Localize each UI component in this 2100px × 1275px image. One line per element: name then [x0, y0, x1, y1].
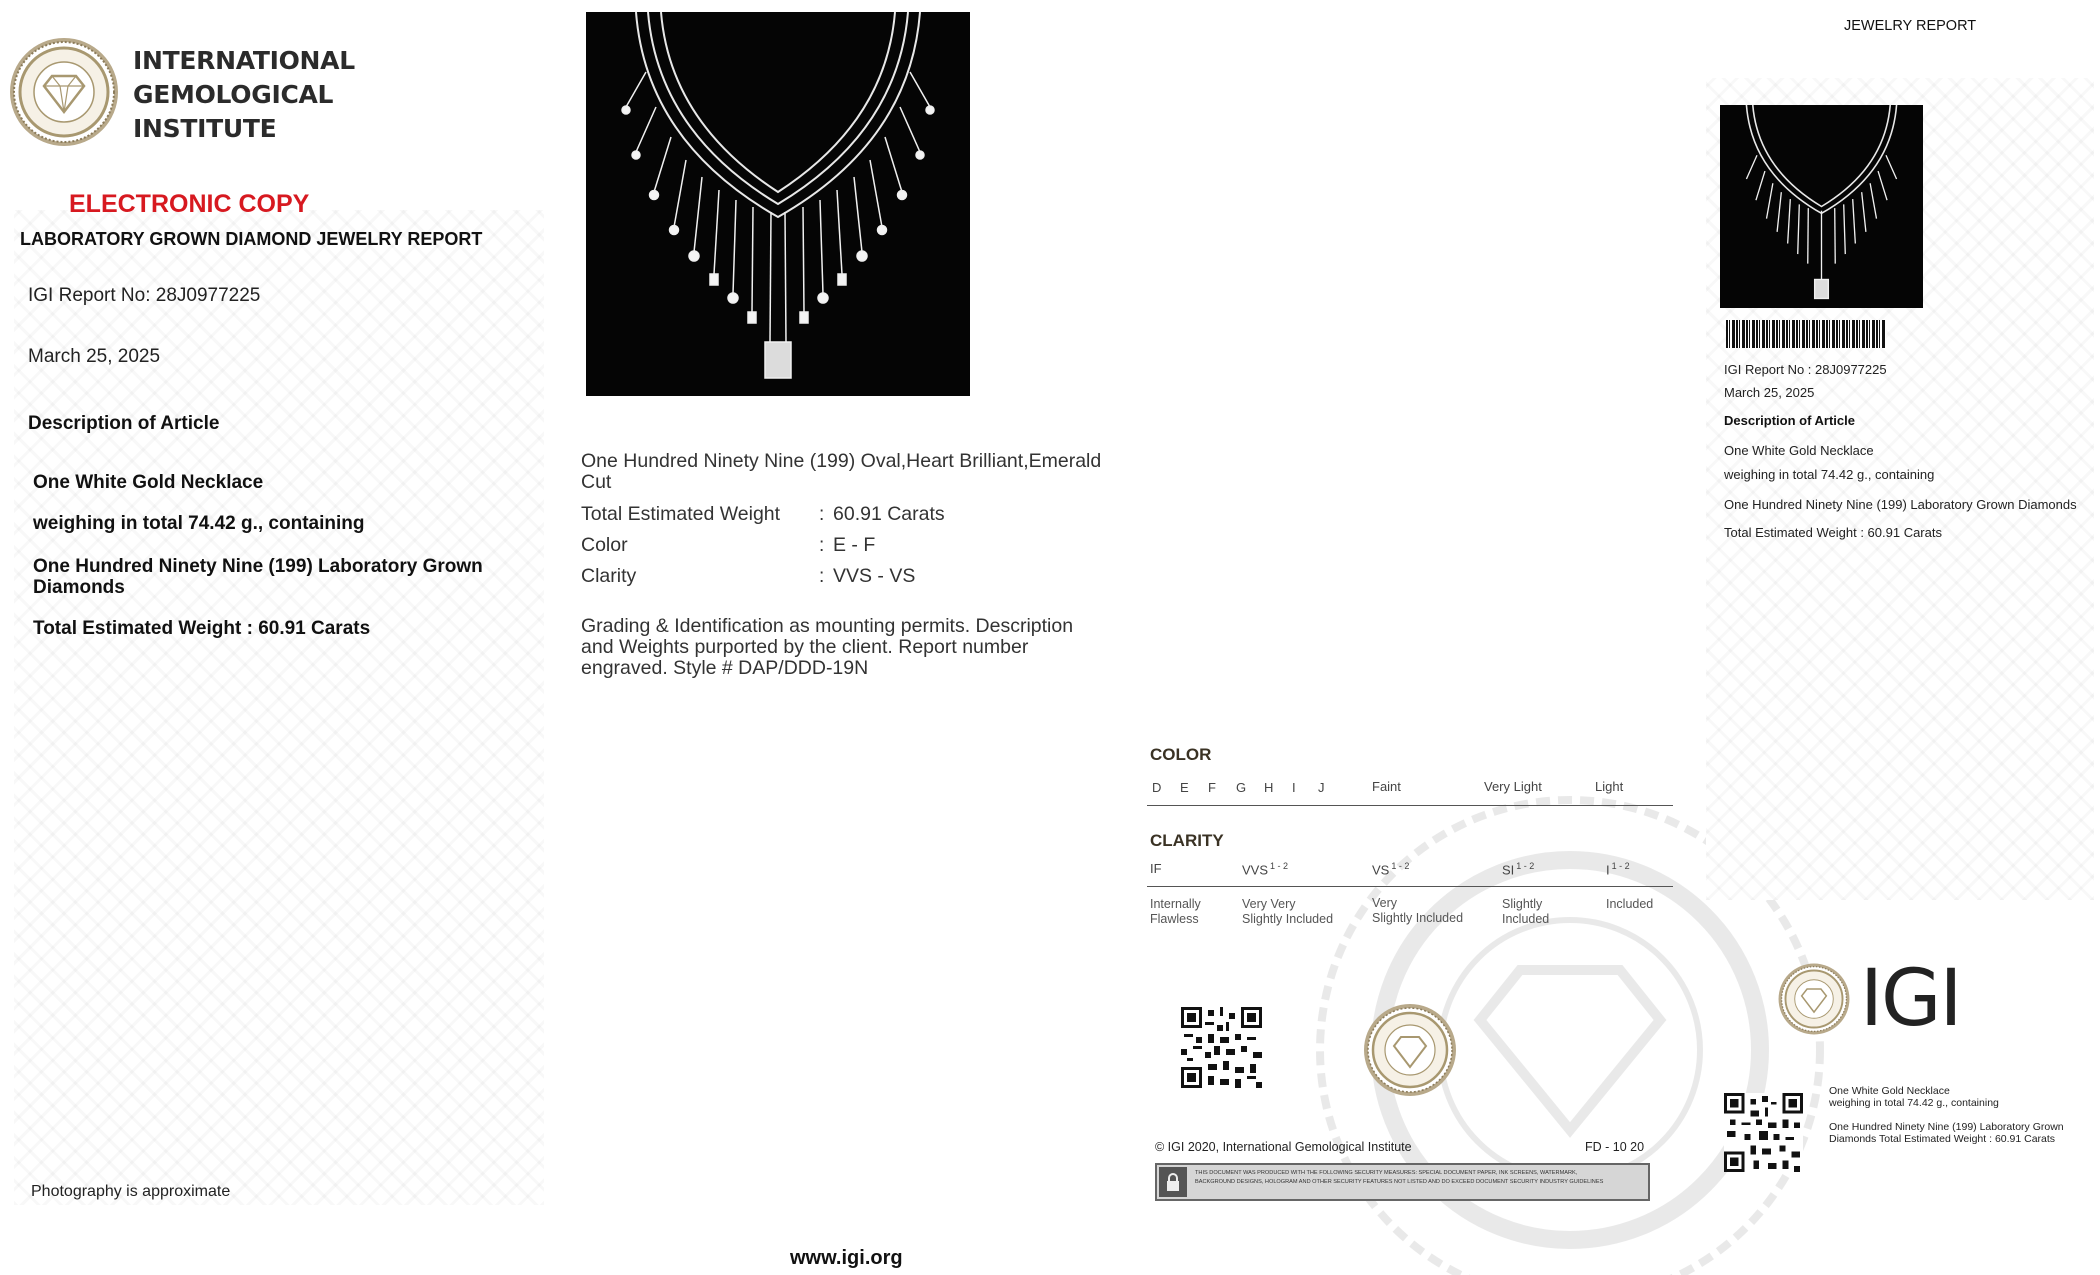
clarity-grade-if: IF — [1150, 861, 1162, 876]
copyright: © IGI 2020, International Gemological Institute — [1155, 1140, 1412, 1154]
qr-code[interactable] — [1181, 1007, 1262, 1088]
institute-name-line-3: INSTITUTE — [133, 114, 277, 143]
color-group-light: Light — [1595, 779, 1624, 794]
tag-line-1: One White Gold Necklace — [1829, 1085, 1950, 1097]
color-value: E - F — [833, 534, 876, 556]
color-grade-h: H — [1264, 780, 1274, 795]
description-heading: Description of Article — [28, 413, 220, 434]
clarity-value: VVS - VS — [833, 565, 916, 587]
clarity-desc-i: Included — [1606, 897, 1654, 911]
clarity-colon: : — [819, 566, 825, 587]
right-article-item-1: One White Gold Necklace — [1724, 443, 1874, 458]
jewelry-report-header: JEWELRY REPORT — [1844, 18, 1977, 34]
comments: Grading & Identification as mounting permits. Description and Weights purported by the client. Report number engraved. Style # DAP/DDD-19N — [581, 615, 1074, 679]
institute-name — [133, 44, 355, 146]
clarity-scale-rule — [1147, 886, 1673, 887]
institute-name-line-2: GEMOLOGICAL — [133, 80, 334, 109]
article-item-1: One White Gold Necklace — [33, 472, 264, 493]
right-article-item-4: Total Estimated Weight : 60.91 Carats — [1724, 525, 1942, 540]
clarity-grade-i: I $^{1 - 2}$ — [1606, 861, 1630, 878]
color-grade-i: I — [1292, 780, 1296, 795]
security-strip — [1155, 1163, 1650, 1201]
form-code: FD - 10 20 — [1585, 1140, 1645, 1154]
barcode — [1726, 320, 1886, 348]
report-date: March 25, 2025 — [28, 346, 161, 367]
clarity-desc-si: Slightly Included — [1502, 897, 1550, 926]
right-article-item-2: weighing in total 74.42 g., containing — [1724, 467, 1935, 482]
electronic-copy-label: ELECTRONIC COPY — [69, 190, 310, 218]
institute-name-line-1: INTERNATIONAL — [133, 46, 355, 75]
weight-value: 60.91 Carats — [833, 503, 945, 525]
tag-line-4: Diamonds Total Estimated Weight : 60.91 Carats — [1829, 1133, 2056, 1145]
clarity-grade-si: SI $^{1 - 2}$ — [1502, 861, 1535, 878]
photography-note: Photography is approximate — [31, 1183, 231, 1200]
color-grade-g: G — [1236, 780, 1247, 795]
stone-description: One Hundred Ninety Nine (199) Oval,Heart Brilliant,Emerald Cut — [581, 450, 1102, 493]
right-qr-code[interactable] — [1724, 1093, 1803, 1172]
color-grade-e: E — [1180, 780, 1189, 795]
color-grade-j: J — [1318, 780, 1325, 795]
color-group-very-light: Very Light — [1484, 779, 1542, 794]
igi-round-seal — [1362, 1002, 1458, 1098]
necklace-photo — [586, 12, 970, 396]
color-grade-f: F — [1208, 780, 1216, 795]
clarity-label: Clarity — [581, 565, 637, 587]
necklace-thumbnail — [1720, 105, 1923, 308]
clarity-grade-vvs: VVS $^{1 - 2}$ — [1242, 861, 1289, 878]
color-group-faint: Faint — [1372, 779, 1401, 794]
igi-brand-seal — [1777, 962, 1851, 1036]
clarity-desc-vvs: Very Very Slightly Included — [1242, 897, 1334, 926]
color-scale-rule — [1147, 805, 1673, 806]
clarity-desc-vs: Very Slightly Included — [1372, 896, 1464, 925]
article-item-3: One Hundred Ninety Nine (199) Laboratory Grown Diamonds — [33, 556, 483, 598]
article-item-2: weighing in total 74.42 g., containing — [33, 513, 365, 534]
color-colon: : — [819, 535, 825, 556]
website-link[interactable]: www.igi.org — [790, 1247, 903, 1269]
right-report-date: March 25, 2025 — [1724, 385, 1815, 400]
weight-colon: : — [819, 504, 825, 525]
clarity-scale-title: CLARITY — [1150, 831, 1224, 850]
igi-brand-text: IGI — [1860, 954, 1961, 1044]
clarity-grade-vs: VS $^{1 - 2}$ — [1372, 861, 1410, 878]
right-report-number: IGI Report No : 28J0977225 — [1724, 362, 1887, 377]
right-article-item-3: One Hundred Ninety Nine (199) Laboratory Grown Diamonds — [1724, 497, 2077, 512]
lock-icon — [1159, 1167, 1187, 1197]
security-text: THIS DOCUMENT WAS PRODUCED WITH THE FOLLOWING SECURITY MEASURES: SPECIAL DOCUMENT PAPER, INK SCREENS, WATERMARK, BACKGROUND DESIGNS, HOLOGRAM AND OTHER SECURITY FEATURES NOT LISTED AND DO EXCEED DOCUMENT SECURITY INDUSTRY GUIDELINES — [1195, 1170, 1604, 1185]
article-item-4: Total Estimated Weight : 60.91 Carats — [33, 618, 371, 639]
color-scale-title: COLOR — [1150, 745, 1212, 764]
report-number: IGI Report No: 28J0977225 — [28, 285, 261, 306]
tag-line-2: weighing in total 74.42 g., containing — [1829, 1097, 1999, 1109]
tag-line-3: One Hundred Ninety Nine (199) Laboratory Grown — [1829, 1121, 2064, 1133]
igi-seal-logo — [8, 36, 120, 148]
report-title: LABORATORY GROWN DIAMOND JEWELRY REPORT — [20, 229, 483, 249]
tag-text-block — [1829, 1085, 2094, 1145]
color-grade-d: D — [1152, 780, 1162, 795]
weight-label: Total Estimated Weight — [581, 503, 781, 525]
right-description-heading: Description of Article — [1724, 413, 1855, 428]
clarity-desc-if: Internally Flawless — [1150, 897, 1201, 926]
color-label: Color — [581, 534, 628, 556]
